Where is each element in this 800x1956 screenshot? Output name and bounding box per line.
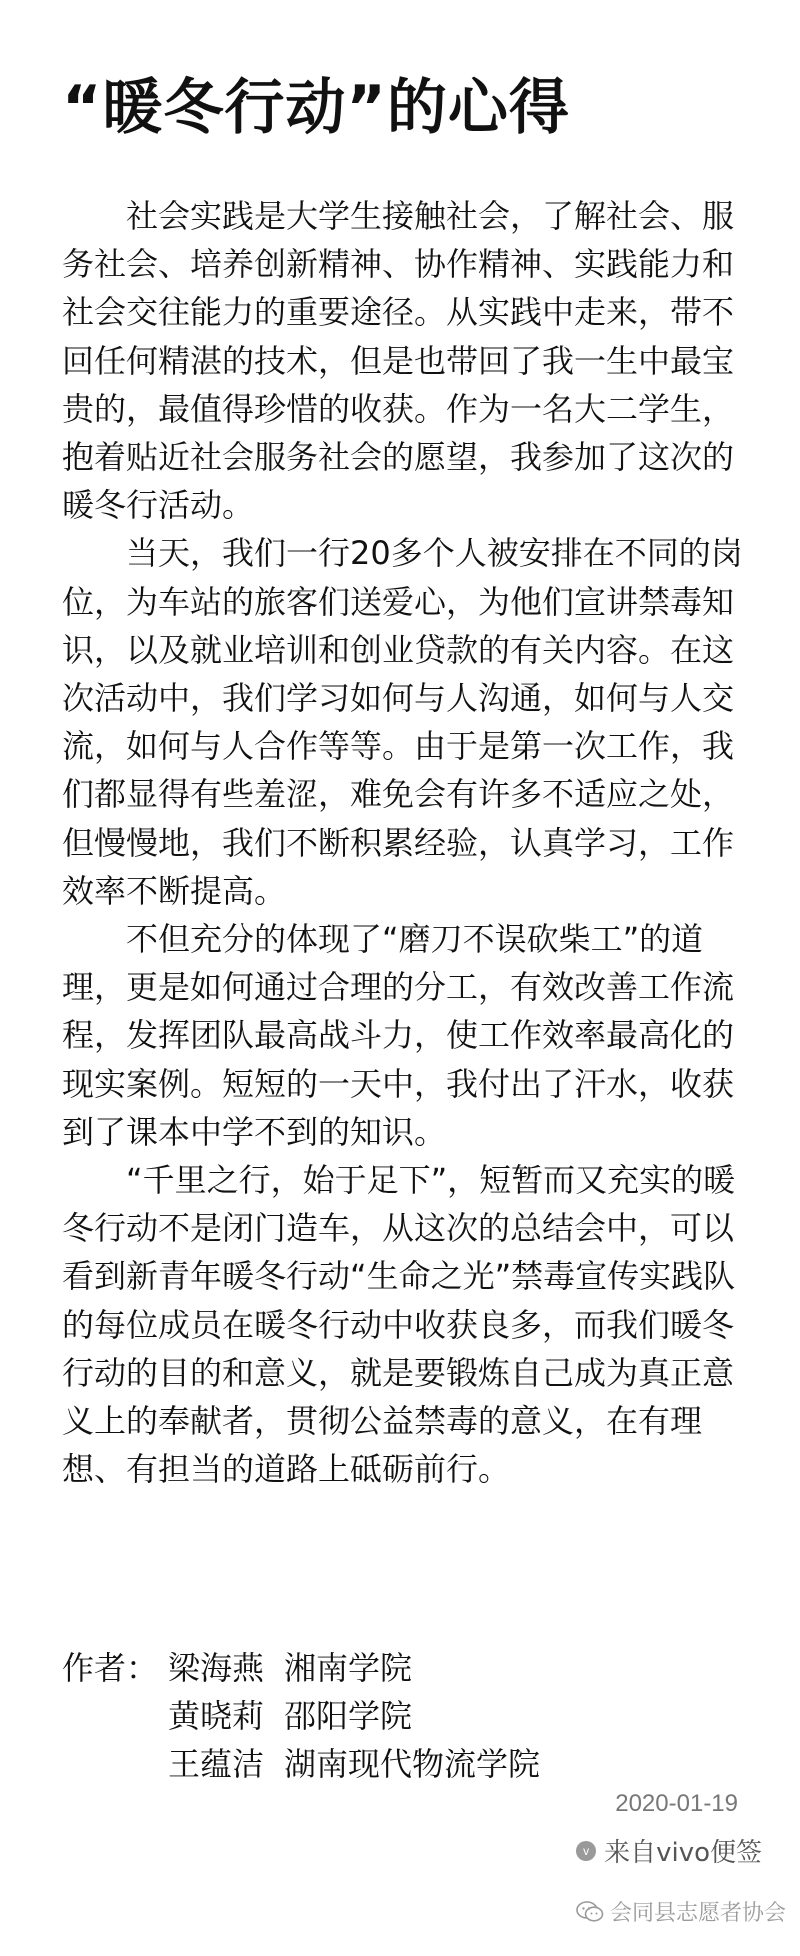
paragraph-1: 社会实践是大学生接触社会，了解社会、服务社会、培养创新精神、协作精神、实践能力和社会交往能力的重要途径。从实践中走来，带不回任何精湛的技术，但是也带回了我一生中最宝贵的，最值得珍惜的收获。作为一名大二学生，抱着贴近社会服务社会的愿望，我参加了这次的暖冬行活动。 <box>62 197 735 525</box>
article-body <box>62 192 762 1493</box>
page-title: “暖冬行动”的心得 <box>62 73 570 143</box>
author-school: 湖南现代物流学院 <box>284 1745 541 1784</box>
watermark <box>576 1896 786 1927</box>
paragraph-3: 不但充分的体现了“磨刀不误砍柴工”的道理，更是如何通过合理的分工，有效改善工作流程，发挥团队最高战斗力，使工作效率最高化的现实案例。短短的一天中，我付出了汗水，收获到了课本中学不到的知识。 <box>62 920 735 1151</box>
author-row <box>62 1644 540 1692</box>
source-label: 来自vivo便签 <box>604 1838 762 1868</box>
author-name: 王蕴洁 <box>168 1745 265 1784</box>
author-school: 湘南学院 <box>284 1649 413 1687</box>
author-name: 黄晓莉 <box>168 1697 265 1736</box>
note-date: 2020-01-19 <box>615 1790 738 1817</box>
author-row <box>62 1692 540 1740</box>
author-list <box>62 1644 540 1789</box>
author-name: 梁海燕 <box>168 1649 265 1687</box>
paragraph-4: “千里之行，始于足下”，短暂而又充实的暖冬行动不是闭门造车，从这次的总结会中，可以看到新青年暖冬行动“生命之光”禁毒宣传实践队的每位成员在暖冬行动中收获良多，而我们暖冬行动的目的和意义，就是要锻炼自己成为真正意义上的奉献者，贯彻公益禁毒的意义，在有理想、有担当的道路上砥砺前行。 <box>62 1161 736 1489</box>
paragraph-2: 当天，我们一行20多个人被安排在不同的岗位，为车站的旅客们送爱心，为他们宣讲禁毒知识，以及就业培训和创业贷款的有关内容。在这次活动中，我们学习如何与人沟通，如何与人交流，如何与人合作等等。由于是第一次工作，我们都显得有些羞涩，难免会有许多不适应之处，但慢慢地，我们不断积累经验，认真学习，工作效率不断提高。 <box>62 534 743 910</box>
watermark-label: 会同县志愿者协会 <box>609 1901 786 1926</box>
wechat-icon <box>576 1901 604 1923</box>
author-school: 邵阳学院 <box>284 1697 413 1736</box>
author-label: 作者： <box>62 1649 159 1687</box>
note-source <box>576 1832 762 1869</box>
vivo-v-icon: v <box>576 1841 596 1861</box>
author-row <box>62 1740 540 1788</box>
